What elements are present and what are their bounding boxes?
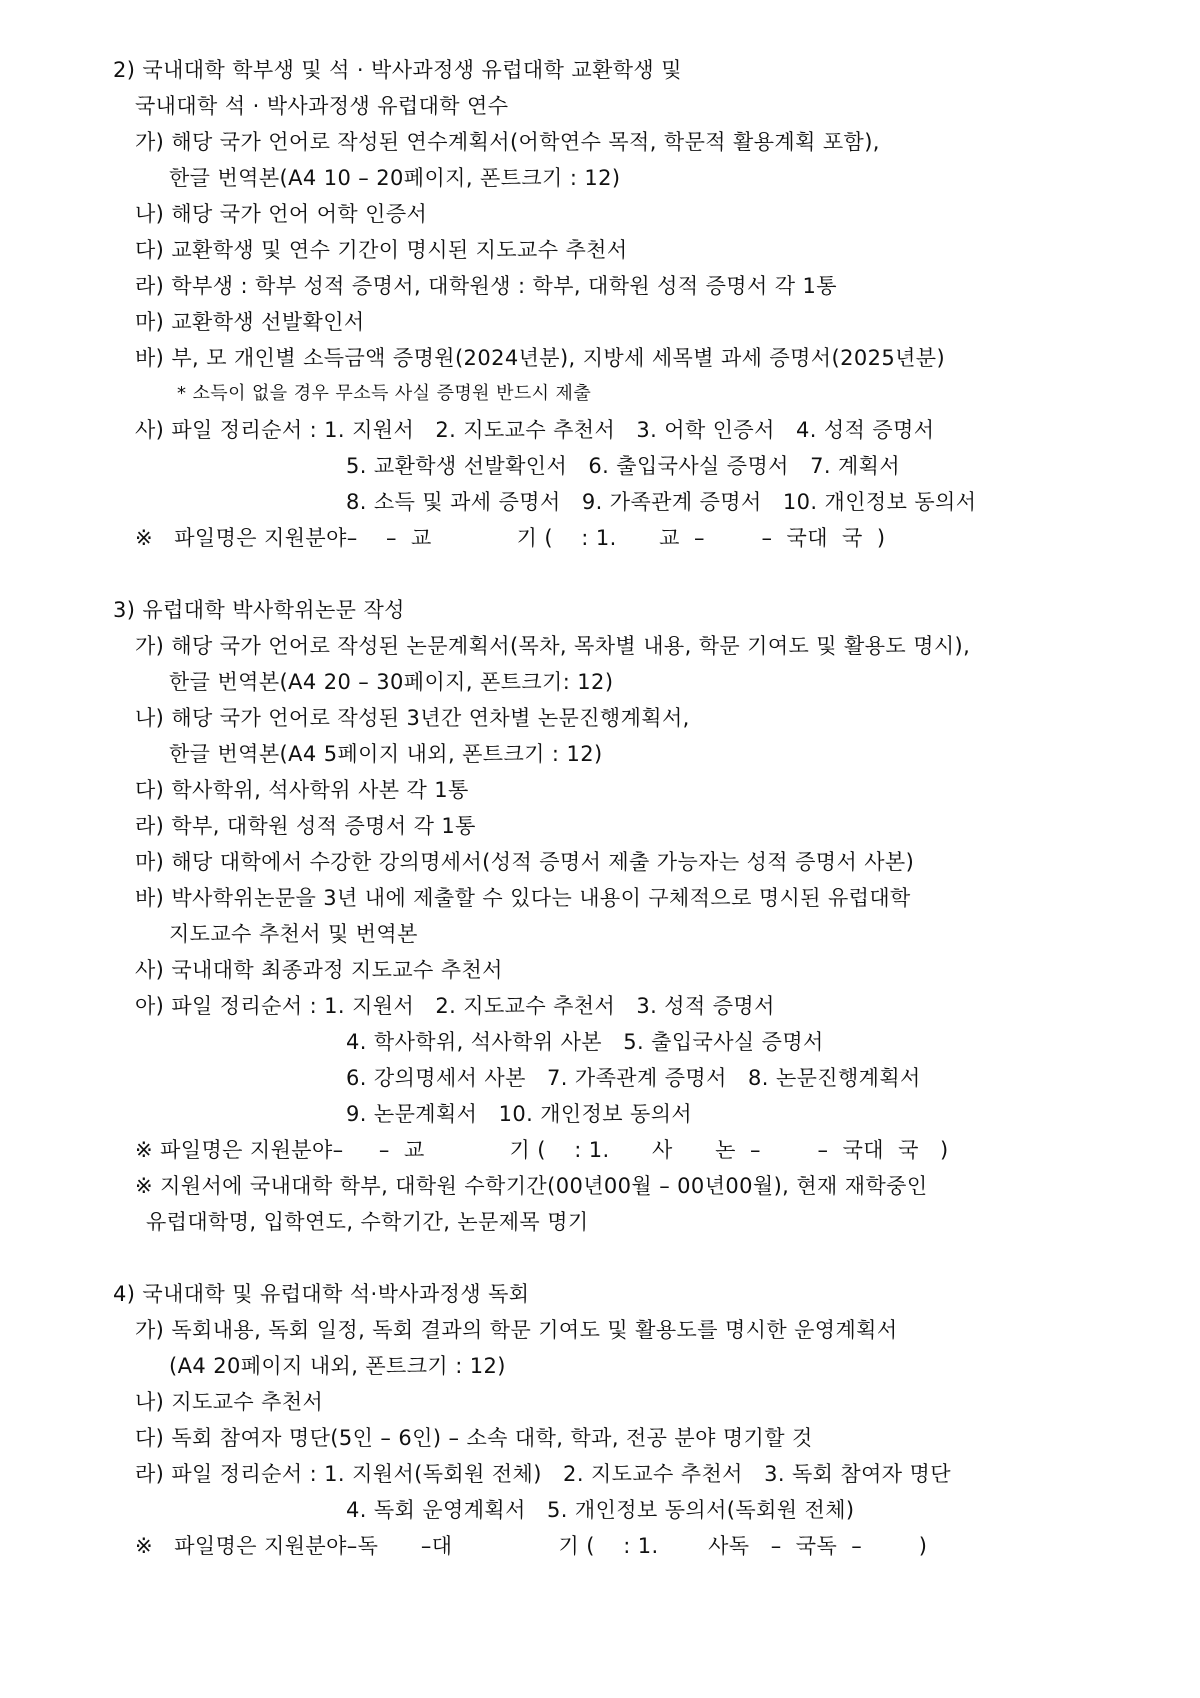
- section-3-order-line-2: 4. 학사학위, 석사학위 사본 5. 출입국사실 증명서: [346, 1030, 824, 1054]
- section-3-application-note-cont: 유럽대학명, 입학연도, 수학기간, 논문제목 명기: [146, 1210, 589, 1234]
- section-3-item-ba: 바) 박사학위논문을 3년 내에 제출할 수 있다는 내용이 구체적으로 명시된 유럽대학: [135, 886, 911, 910]
- section-3-item-na: 나) 해당 국가 언어로 작성된 3년간 연차별 논문진행계획서,: [135, 706, 690, 730]
- section-3-item-na-cont: 한글 번역본(A4 5페이지 내외, 폰트크기 : 12): [169, 742, 603, 766]
- section-4-item-ra: 라) 파일 정리순서 : 1. 지원서(독회원 전체) 2. 지도교수 추천서 3. 독회 참여자 명단: [135, 1462, 951, 1486]
- section-4-item-na: 나) 지도교수 추천서: [135, 1390, 324, 1414]
- section-3-order-line-3: 6. 강의명세서 사본 7. 가족관계 증명서 8. 논문진행계획서: [346, 1066, 921, 1090]
- section-2-filename-note: ※ 파일명은 지원분야– – 교 기 ( : 1. 교 – – 국대 국 ): [135, 526, 886, 550]
- section-3-title: 3) 유럽대학 박사학위논문 작성: [113, 598, 405, 622]
- section-3-item-ma: 마) 해당 대학에서 수강한 강의명세서(성적 증명서 제출 가능자는 성적 증명서 사본): [135, 850, 915, 874]
- section-3-item-sa: 사) 국내대학 최종과정 지도교수 추천서: [135, 958, 503, 982]
- section-2-item-ga: 가) 해당 국가 언어로 작성된 연수계획서(어학연수 목적, 학문적 활용계획 포함),: [135, 130, 880, 154]
- section-3-item-ga: 가) 해당 국가 언어로 작성된 논문계획서(목차, 목차별 내용, 학문 기여도 및 활용도 명시),: [135, 634, 971, 658]
- section-3-item-a: 아) 파일 정리순서 : 1. 지원서 2. 지도교수 추천서 3. 성적 증명서: [135, 994, 775, 1018]
- section-2-income-note: * 소득이 없을 경우 무소득 사실 증명원 반드시 제출: [177, 383, 592, 404]
- section-4-order-line-2: 4. 독회 운영계획서 5. 개인정보 동의서(독회원 전체): [346, 1498, 855, 1522]
- section-2-item-da: 다) 교환학생 및 연수 기간이 명시된 지도교수 추천서: [135, 238, 628, 262]
- section-2-order-line-3: 8. 소득 및 과세 증명서 9. 가족관계 증명서 10. 개인정보 동의서: [346, 490, 977, 514]
- section-3-item-ga-cont: 한글 번역본(A4 20 – 30페이지, 폰트크기: 12): [169, 670, 614, 694]
- section-3-item-ba-cont: 지도교수 추천서 및 번역본: [169, 922, 418, 946]
- section-2-title: 2) 국내대학 학부생 및 석 · 박사과정생 유럽대학 교환학생 및: [113, 58, 682, 82]
- section-2-item-ra: 라) 학부생 : 학부 성적 증명서, 대학원생 : 학부, 대학원 성적 증명서 각 1통: [135, 274, 837, 298]
- section-2-item-ga-cont: 한글 번역본(A4 10 – 20페이지, 폰트크기 : 12): [169, 166, 621, 190]
- section-2-item-ma: 마) 교환학생 선발확인서: [135, 310, 365, 334]
- section-2-title-continued: 국내대학 석 · 박사과정생 유럽대학 연수: [135, 94, 509, 118]
- section-3-application-note: ※ 지원서에 국내대학 학부, 대학원 수학기간(00년00월 – 00년00월), 현재 재학중인: [135, 1174, 928, 1198]
- section-4-item-ga: 가) 독회내용, 독회 일정, 독회 결과의 학문 기여도 및 활용도를 명시한 운영계획서: [135, 1318, 898, 1342]
- section-3-item-da: 다) 학사학위, 석사학위 사본 각 1통: [135, 778, 469, 802]
- section-3-order-line-4: 9. 논문계획서 10. 개인정보 동의서: [346, 1102, 693, 1126]
- section-2-item-sa: 사) 파일 정리순서 : 1. 지원서 2. 지도교수 추천서 3. 어학 인증서 4. 성적 증명서: [135, 418, 935, 442]
- section-4-item-ga-cont: (A4 20페이지 내외, 폰트크기 : 12): [169, 1354, 506, 1378]
- section-3-filename-note: ※ 파일명은 지원분야– – 교 기 ( : 1. 사 논 – – 국대 국 ): [135, 1138, 949, 1162]
- section-3-item-ra: 라) 학부, 대학원 성적 증명서 각 1통: [135, 814, 476, 838]
- section-4-item-da: 다) 독회 참여자 명단(5인 – 6인) – 소속 대학, 학과, 전공 분야 명기할 것: [135, 1426, 813, 1450]
- section-2-item-na: 나) 해당 국가 언어 어학 인증서: [135, 202, 428, 226]
- section-4-title: 4) 국내대학 및 유럽대학 석·박사과정생 독회: [113, 1282, 530, 1306]
- section-2-item-ba: 바) 부, 모 개인별 소득금액 증명원(2024년분), 지방세 세목별 과세 증명서(2025년분): [135, 346, 946, 370]
- section-2-order-line-2: 5. 교환학생 선발확인서 6. 출입국사실 증명서 7. 계획서: [346, 454, 901, 478]
- section-4-filename-note: ※ 파일명은 지원분야–독 –대 기 ( : 1. 사독 – 국독 – ): [135, 1534, 928, 1558]
